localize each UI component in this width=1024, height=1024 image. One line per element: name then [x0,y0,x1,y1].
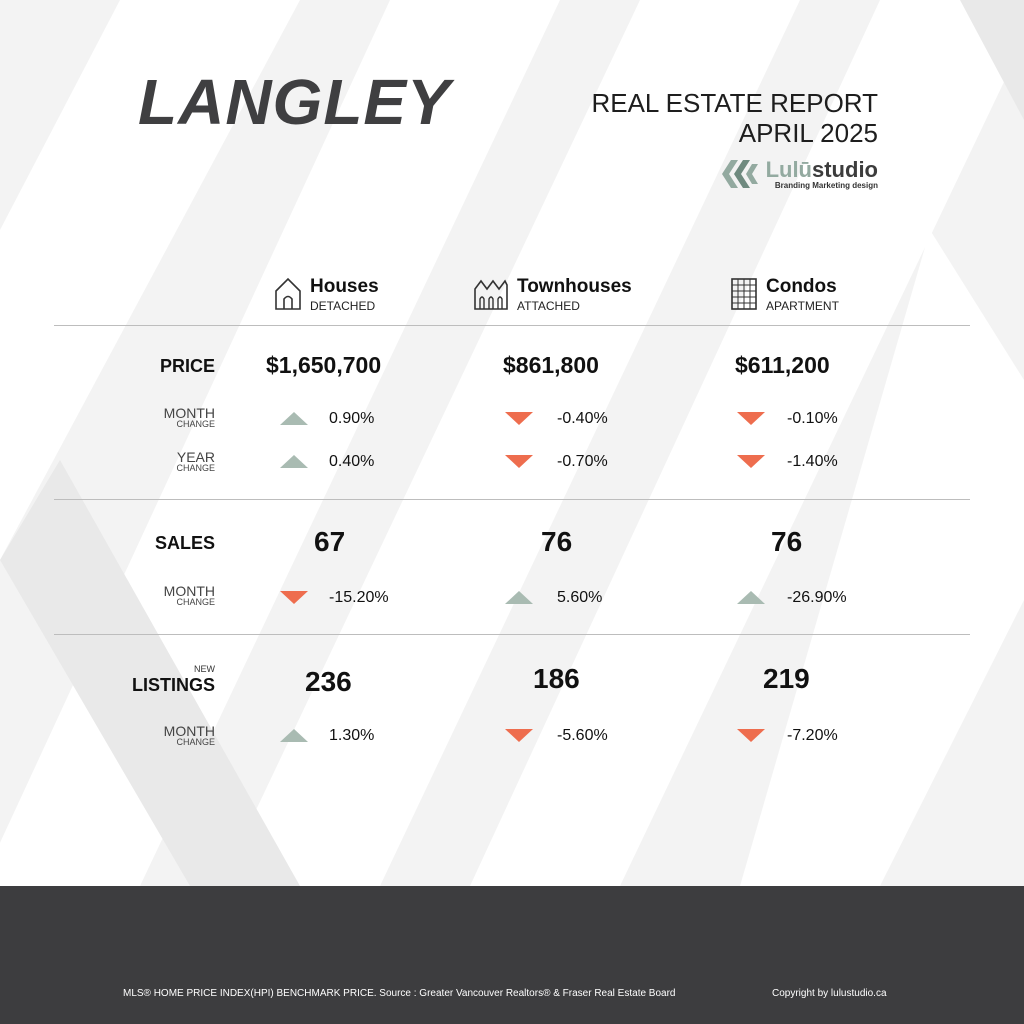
divider [54,634,970,635]
price-year-condos: -1.40% [787,453,838,470]
price-month-townhouses: -0.40% [557,410,608,427]
price-year-townhouses: -0.70% [557,453,608,470]
change-down-icon [737,455,765,468]
price-year-houses: 0.40% [329,453,375,470]
price-label: PRICE [159,356,215,376]
report-title-line1: REAL ESTATE REPORT [591,88,878,118]
sales-month-label: MONTH CHANGE [163,583,215,607]
sales-month-townhouses: 5.60% [557,589,603,606]
townhouse-icon [473,277,509,311]
change-down-icon [737,729,765,742]
price-houses: $1,650,700 [266,352,382,378]
category-sub: ATTACHED [517,299,580,313]
price-month-condos: -0.10% [787,410,838,427]
change-down-icon [505,455,533,468]
house-icon [274,277,302,311]
change-up-icon [505,591,533,604]
report-date: APRIL 2025 [738,118,878,148]
category-name: Houses [310,276,379,297]
price-townhouses: $861,800 [503,352,599,378]
footer-bar [0,886,1024,1024]
category-townhouses [473,277,632,313]
listings-houses: 236 [305,666,352,697]
city-title: LANGLEY [138,66,451,138]
footer-source: MLS® HOME PRICE INDEX(HPI) BENCHMARK PRICE. Source : Greater Vancouver Realtors® & Fraser Real Estate Board [123,988,676,999]
listings-townhouses: 186 [533,663,580,694]
category-condos [730,277,839,313]
price-month-houses: 0.90% [329,410,375,427]
sales-houses: 67 [314,526,346,557]
category-sub: DETACHED [310,299,376,313]
listings-condos: 219 [763,663,810,694]
footer-copyright: Copyright by lulustudio.ca [772,988,887,999]
divider [54,499,970,500]
listings-month-label: MONTH CHANGE [163,723,215,747]
change-up-icon [737,591,765,604]
change-down-icon [737,412,765,425]
stripes-icon [722,158,760,190]
change-down-icon [505,729,533,742]
logo-tagline: Branding Marketing design [774,180,878,190]
listings-label: LISTINGS [131,675,215,695]
change-up-icon [280,729,308,742]
logo-wordmark: Lulūstudio [765,156,878,182]
listings-month-houses: 1.30% [329,727,375,744]
building-icon [730,277,758,311]
change-down-icon [505,412,533,425]
sales-month-condos: -26.90% [787,589,847,606]
change-up-icon [280,412,308,425]
category-sub: APARTMENT [766,299,839,313]
sales-townhouses: 76 [541,526,573,557]
category-houses [274,277,379,313]
listings-month-condos: -7.20% [787,727,838,744]
listings-new-label: NEW [194,664,215,674]
change-up-icon [280,455,308,468]
divider [54,325,970,326]
price-condos: $611,200 [735,352,830,378]
change-down-icon [280,591,308,604]
price-year-label: YEAR CHANGE [176,449,215,473]
sales-label: SALES [154,533,215,553]
sales-month-houses: -15.20% [329,589,389,606]
report-title [591,88,878,148]
brand-logo [722,158,878,190]
category-name: Townhouses [517,276,632,297]
listings-month-townhouses: -5.60% [557,727,608,744]
category-name: Condos [766,276,837,297]
price-month-label: MONTH CHANGE [163,405,215,429]
sales-condos: 76 [771,526,803,557]
